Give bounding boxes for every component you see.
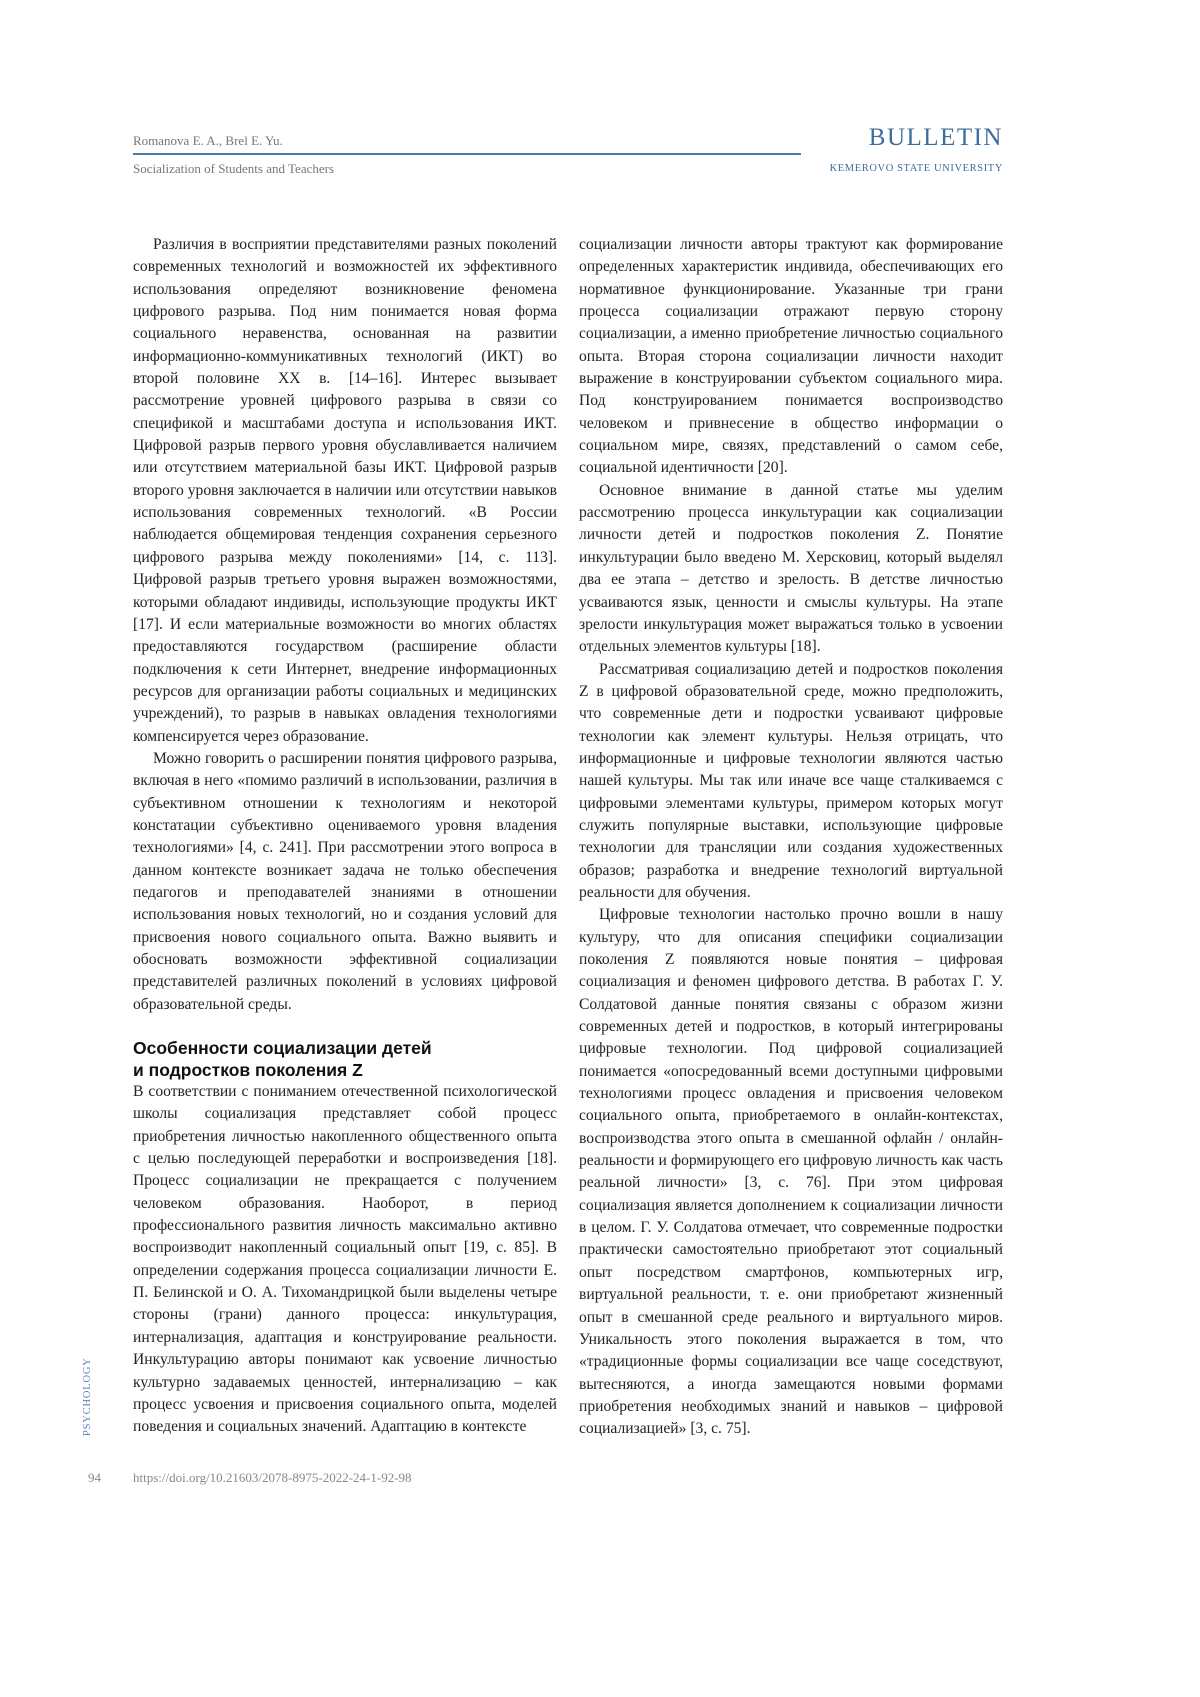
header-article-title: Socialization of Students and Teachers [133, 161, 334, 177]
paragraph: Различия в восприятии представителями разных поколений современных технологий и возможностей их эффективного использования определяют возникновение феномена цифрового разрыва. Под ним понимается новая форма социального неравенства, основанная на развитии информационно-коммуникативных технологий (ИКТ) во второй половине XX в. [14–16]. Интерес вызывает рассмотрение уровней цифрового разрыва в связи со спецификой и масштабами доступа и использования ИКТ. Цифровой разрыв первого уровня обуславливается наличием или отсутствием материальной базы ИКТ. Цифровой разрыв второго уровня заключается в наличии или отсутствии навыков использования современных технологий. «В России наблюдается общемировая тенденция сохранения серьезного цифрового разрыва между поколениями» [14, с. 113]. Цифровой разрыв третьего уровня выражен возможностями, которыми обладают индивиды, использующие продукты ИКТ [17]. И если материальные возможности во многих областях предоставляются государством (расширение области подключения к сети Интернет, внедрение информационных ресурсов для организации работы социальных и медицинских учреждений), то разрыв в навыках овладения технологиями компенсируется через образование. [133, 234, 557, 748]
section-heading-line: и подростков поколения Z [133, 1060, 363, 1080]
right-column [579, 234, 1003, 1441]
paragraph: Рассматривая социализацию детей и подростков поколения Z в цифровой образовательной среде, можно предположить, что современные дети и подростки усваивают цифровые технологии как элемент культуры. Нельзя отрицать, что информационные и цифровые технологии являются частью нашей культуры. Мы так или иначе все чаще сталкиваемся с цифровыми элементами культуры, примером которых могут служить популярные выставки, использующие цифровые технологии для трансляции или создания художественных образов; разработка и внедрение технологий виртуальной реальности для обучения. [579, 659, 1003, 905]
page-number: 94 [88, 1470, 101, 1486]
journal-subtitle: KEMEROVO STATE UNIVERSITY [830, 163, 1003, 174]
left-column [133, 234, 557, 1439]
header-authors: Romanova E. A., Brel E. Yu. [133, 133, 283, 149]
paragraph: социализации личности авторы трактуют как формирование определенных характеристик индивида, обеспечивающих его нормативное функционирование. Указанные три грани процесса социализации отражают первую сторону социализации, а именно приобретение личностью социального опыта. Вторая сторона социализации личности находит выражение в конструировании субъектом социального мира. Под конструированием понимается воспроизводство человеком и привнесение в общество информации о социальном мире, связях, представлений о самом себе, социальной идентичности [20]. [579, 234, 1003, 480]
section-heading-line: Особенности социализации детей [133, 1038, 432, 1058]
paragraph: В соответствии с пониманием отечественной психологической школы социализация представляет собой процесс приобретения личностью накопленного общественного опыта с целью последующей переработки и воспроизведения [18]. Процесс социализации не прекращается с получением человеком образования. Наоборот, в период профессионального развития личность максимально активно воспроизводит накопленный социальный опыт [19, с. 85]. В определении содержания процесса социализации личности Е. П. Белинской и О. А. Тихомандрицкой были выделены четыре стороны (грани) данного процесса: инкультурация, интернализация, адаптация и конструирование реальности. Инкультурацию авторы понимают как усвоение личностью культурно задаваемых ценностей, интернализацию – как процесс усвоения и присвоения социального опыта, моделей поведения и социальных значений. Адаптацию в контексте [133, 1081, 557, 1439]
paragraph: Основное внимание в данной статье мы уделим рассмотрению процесса инкультурации как социализации личности детей и подростков поколения Z. Понятие инкультурации было введено М. Херсковиц, который выделял два ее этапа – детство и зрелость. В детстве личностью усваиваются язык, ценности и смыслы культуры. На этапе зрелости инкультурация может выражаться только в усвоении отдельных элементов культуры [18]. [579, 480, 1003, 659]
section-heading [133, 1037, 557, 1081]
header-divider [133, 153, 801, 155]
section-label: PSYCHOLOGY [82, 1357, 93, 1436]
paragraph: Цифровые технологии настолько прочно вошли в нашу культуру, что для описания специфики социализации поколения Z появляются новые понятия – цифровая социализация и феномен цифрового детства. В работах Г. У. Солдатовой данные понятия связаны с образом жизни современных детей и подростков, в который интегрированы цифровые технологии. Под цифровой социализацией понимается «опосредованный всеми доступными цифровыми технологиями процесс овладения и присвоения человеком социального опыта, приобретаемого в онлайн-контекстах, воспроизводства этого опыта в смешанной офлайн / онлайн-реальности и формирующего его цифровую личность как часть реальной личности» [3, с. 76]. При этом цифровая социализация является дополнением к социализации личности в целом. Г. У. Солдатова отмечает, что современные подростки практически самостоятельно приобретают этот социальный опыт посредством смартфонов, компьютерных игр, виртуальной реальности, т. е. они приобретают жизненный опыт в смешанной среде реального и виртуального миров. Уникальность этого поколения выражается в том, что «традиционные формы социализации все чаще соседствуют, вытесняются, а иногда замещаются новыми формами приобретения необходимых знаний и навыков – цифровой социализацией» [3, с. 75]. [579, 904, 1003, 1440]
paragraph: Можно говорить о расширении понятия цифрового разрыва, включая в него «помимо различий в использовании, различия в субъективном отношении к технологиям и некоторой констатации субъективно оцениваемого уровня владения технологиями» [4, с. 241]. При рассмотрении этого вопроса в данном контексте возникает задача не только обеспечения педагогов и преподавателей знаниями в отношении использования новых технологий, но и создания условий для присвоения нового социального опыта. Важно выявить и обосновать возможности эффективной социализации представителей различных поколений в условиях цифровой образовательной среды. [133, 748, 557, 1016]
journal-name: BULLETIN [869, 124, 1003, 152]
doi-link[interactable]: https://doi.org/10.21603/2078-8975-2022-24-1-92-98 [133, 1470, 412, 1486]
